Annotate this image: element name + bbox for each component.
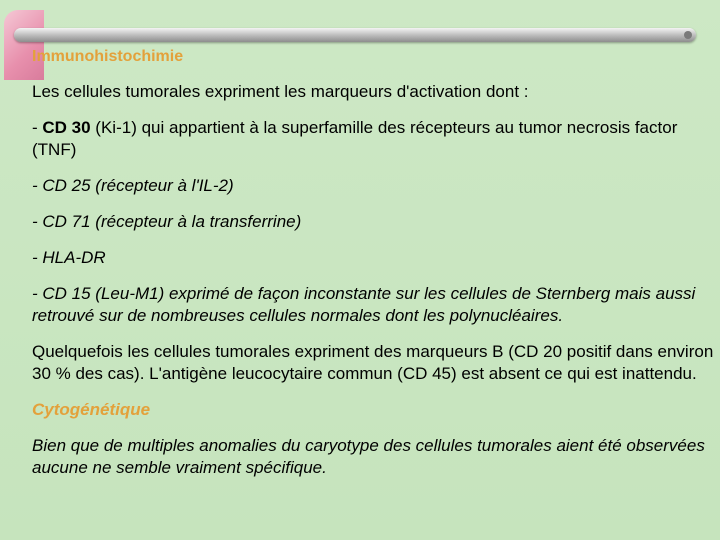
list-item-hla-dr: - HLA-DR	[32, 248, 106, 267]
list-item-cd71: - CD 71 (récepteur à la transferrine)	[32, 212, 302, 231]
list-item-cd15: - CD 15 (Leu-M1) exprimé de façon inconstante sur les cellules de Sternberg mais aussi retrouvé sur de nombreuses cellules normales dont les polynucléaires.	[32, 284, 696, 325]
cd30-label: CD 30	[42, 118, 91, 137]
section-heading-cytogenetique: Cytogénétique	[32, 400, 151, 419]
paragraph-b-markers: Quelquefois les cellules tumorales expriment des marqueurs B (CD 20 positif dans environ 30 % des cas). L'antigène leucocytaire commun (CD 45) est absent ce qui est inattendu.	[32, 342, 714, 383]
paragraph-cytogenetique: Bien que de multiples anomalies du caryotype des cellules tumorales aient été observées aucune ne semble vraiment spécifique.	[32, 436, 705, 477]
list-item-cd25: - CD 25 (récepteur à l'IL-2)	[32, 176, 234, 195]
decorative-bar	[14, 28, 696, 42]
cd30-description: (Ki-1) qui appartient à la superfamille des récepteurs au tumor necrosis factor (TNF)	[32, 118, 678, 159]
section-heading-immunohistochimie: Immunohistochimie	[32, 48, 184, 65]
intro-paragraph: Les cellules tumorales expriment les marqueurs d'activation dont :	[32, 82, 529, 101]
list-item-cd30	[32, 117, 716, 161]
slide-content	[32, 46, 716, 493]
list-item-prefix: -	[32, 118, 43, 137]
